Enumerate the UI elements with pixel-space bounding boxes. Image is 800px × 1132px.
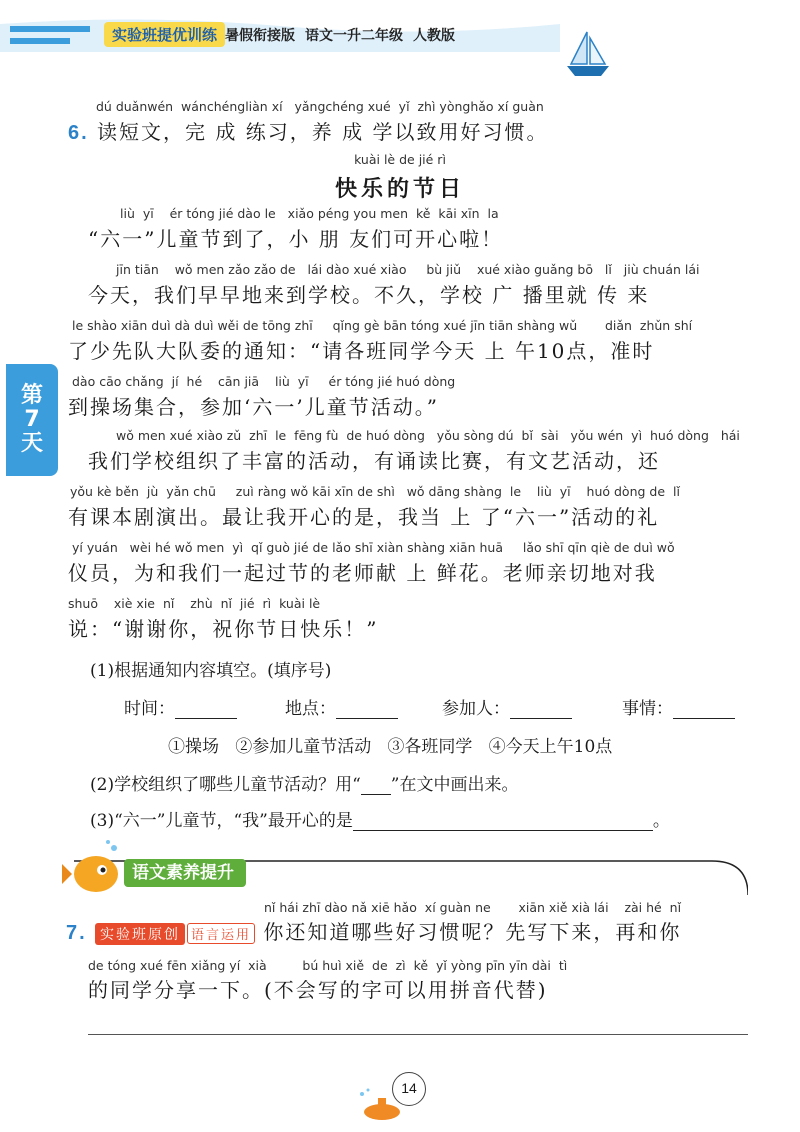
passage-text-line: 了少先队大队委的通知：“请各班同学今天 上 午10点，准时 <box>68 339 655 363</box>
sub3-prompt <box>90 806 670 831</box>
q6-prompt-text: 读短文，完 成 练习，养 成 学以致用好习惯。 <box>97 120 549 144</box>
fish-mascot-icon <box>62 838 130 900</box>
q7-line-1 <box>66 916 681 945</box>
event-field[interactable] <box>622 694 735 719</box>
sub1-options: ①操场 ②参加儿童节活动 ③各班同学 ④今天上午10点 <box>168 737 613 757</box>
place-field[interactable] <box>285 694 398 719</box>
time-label: 时间： <box>124 699 175 719</box>
day-tab-number: 7 <box>24 407 40 432</box>
place-blank[interactable] <box>336 700 398 719</box>
passage-text-line: “六一”儿童节到了，小 朋 友们可开心啦！ <box>88 227 504 251</box>
passage-text-line: 我们学校组织了丰富的活动，有诵读比赛，有文艺活动，还 <box>88 449 660 473</box>
q7-text-1: 你还知道哪些好习惯呢？先写下来，再和你 <box>263 920 682 944</box>
underline-mark-sample <box>361 780 391 795</box>
sub2-text-after: ”在文中画出来。 <box>390 775 519 795</box>
passage-title: 快乐的节日 <box>334 176 465 202</box>
time-field[interactable] <box>124 694 237 719</box>
event-label: 事情： <box>622 699 673 719</box>
event-blank[interactable] <box>673 700 735 719</box>
passage-text-line: 仪员，为和我们一起过节的老师献 上 鲜花。老师亲切地对我 <box>68 561 657 585</box>
passage-text-line: 说：“谢谢你，祝你节日快乐！” <box>68 617 379 641</box>
section-title: 语文素养提升 <box>124 859 246 887</box>
original-badge: 实验班原创 <box>95 923 185 945</box>
page-number: 14 <box>392 1072 426 1106</box>
time-blank[interactable] <box>175 700 237 719</box>
page-header <box>0 0 800 86</box>
participants-label: 参加人： <box>442 699 510 719</box>
passage-pinyin-line: shuō xiè xie nǐ zhù nǐ jié rì kuài lè <box>68 596 321 611</box>
q7-pinyin-line: nǐ hái zhī dào nǎ xiē hǎo xí guàn ne xiān xiě xià lái zài hé nǐ <box>264 900 682 915</box>
sub2-text-before: (2)学校组织了哪些儿童节活动？用“ <box>90 775 361 795</box>
passage-pinyin-line: liù yī ér tóng jié dào le xiǎo péng you men kě kāi xīn la <box>120 206 499 221</box>
participants-blank[interactable] <box>510 700 572 719</box>
q6-pinyin: dú duǎnwén wánchéngliàn xí yǎngchéng xué yǐ zhì yònghǎo xí guàn <box>96 99 544 114</box>
q6-number: 6. <box>68 122 89 144</box>
day-tab <box>6 364 58 476</box>
passage-pinyin-line: le shào xiān duì dà duì wěi de tōng zhī qǐng gè bān tóng xué jīn tiān shàng wǔ diǎn zhǔn shí <box>72 318 693 333</box>
passage-text-line: 今天，我们早早地来到学校。不久，学校 广 播里就 传 来 <box>88 283 650 307</box>
publisher-label: 人教版 <box>413 28 455 44</box>
day-tab-char: 第 <box>20 383 43 408</box>
brand-title: 实验班提优训练 <box>104 22 225 47</box>
passage-text-line: 有课本剧演出。最让我开心的是，我当 上 了“六一”活动的礼 <box>68 505 660 529</box>
sub2-prompt <box>90 770 518 795</box>
q6-prompt <box>68 116 548 145</box>
sub3-answer-blank[interactable] <box>353 812 653 831</box>
passage-text-line: 到操场集合，参加‘六一’儿童节活动。” <box>68 395 439 419</box>
passage-pinyin-line: yǒu kè běn jù yǎn chū zuì ràng wǒ kāi xīn de shì wǒ dāng shàng le liù yī huó dòng de lǐ <box>70 484 680 499</box>
passage-pinyin-line: dào cāo chǎng jí hé cān jiā liù yī ér tóng jié huó dòng <box>72 374 456 389</box>
sub3-end: 。 <box>652 811 670 831</box>
participants-field[interactable] <box>442 694 572 719</box>
q7-number: 7. <box>66 922 87 944</box>
place-label: 地点： <box>285 699 336 719</box>
passage-pinyin-line: wǒ men xué xiào zǔ zhī le fēng fù de huó dòng yǒu sòng dú bǐ sài yǒu wén yì huó dòng hái <box>116 428 740 443</box>
q7-pinyin-line: de tóng xué fēn xiǎng yí xià bú huì xiě de zì kě yǐ yòng pīn yīn dài tì <box>88 958 568 973</box>
language-use-badge: 语言运用 <box>187 923 255 944</box>
sub3-text: (3)“六一”儿童节，“我”最开心的是 <box>90 811 353 831</box>
q7-answer-line[interactable] <box>88 1034 748 1035</box>
edition-label: 暑假衔接版 <box>225 28 295 44</box>
sailboat-icon <box>565 28 611 80</box>
passage-pinyin-line: yí yuán wèi hé wǒ men yì qǐ guò jié de lǎo shī xiàn shàng xiān huā lǎo shī qīn qiè de duì wǒ <box>72 540 675 555</box>
subject-label: 语文一升二年级 <box>305 28 403 44</box>
day-tab-char: 天 <box>20 431 43 456</box>
q7-line-2: 的同学分享一下。(不会写的字可以用拼音代替) <box>88 978 548 1002</box>
passage-title-pinyin: kuài lè de jié rì <box>354 152 446 167</box>
passage-pinyin-line: jīn tiān wǒ men zǎo zǎo de lái dào xué xiào bù jiǔ xué xiào guǎng bō lǐ jiù chuán lái <box>116 262 700 277</box>
sub1-prompt: (1)根据通知内容填空。(填序号) <box>90 661 332 681</box>
